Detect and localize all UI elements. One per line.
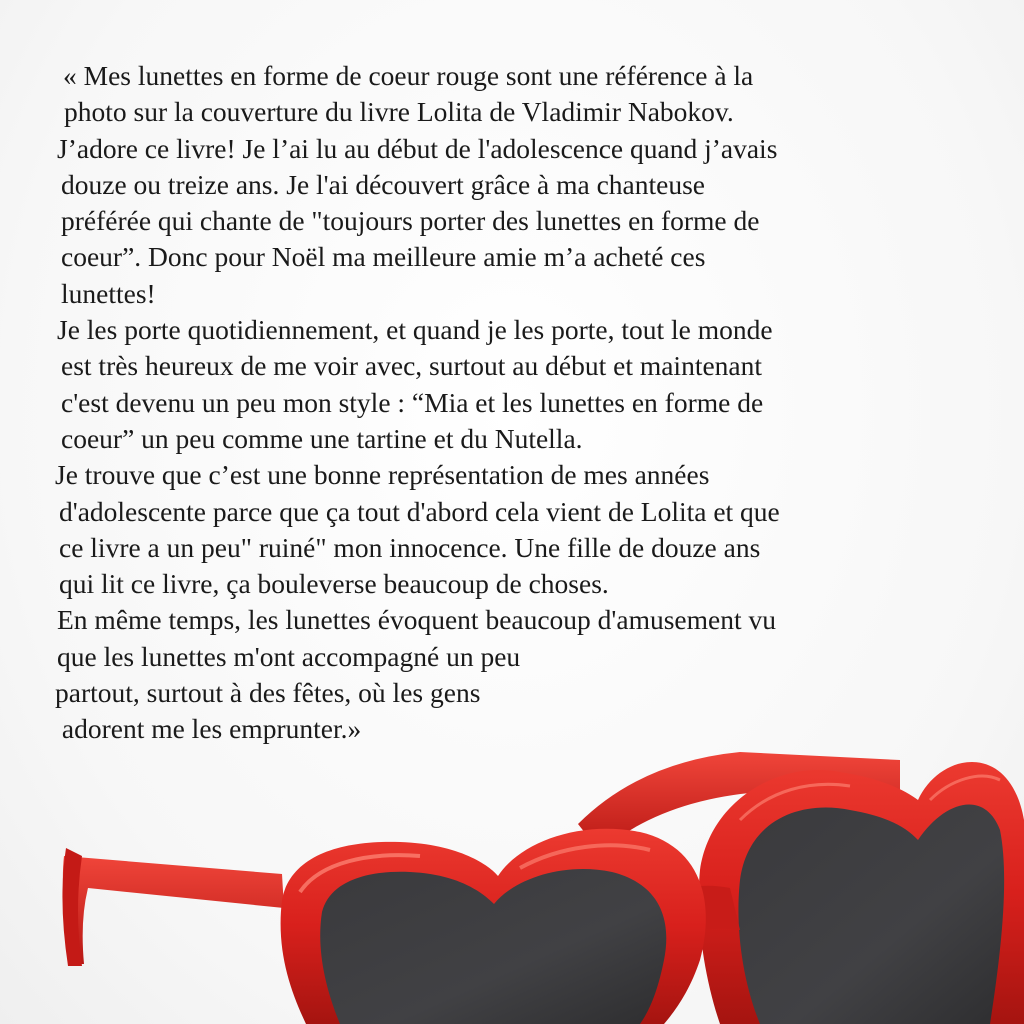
quote-line: Je les porte quotidiennement, et quand je les porte, tout le monde [57,314,773,346]
quote-line: qui lit ce livre, ça bouleverse beaucoup de choses. [59,568,609,600]
quote-text [55,58,955,748]
quote-line: adorent me les emprunter.» [55,713,362,745]
quote-line: En même temps, les lunettes évoquent beaucoup d'amusement vu [57,604,777,636]
right-lens [738,805,1004,1024]
quote-line: J’adore ce livre! Je l’ai lu au début de l'adolescence quand j’avais [57,132,778,164]
quote-line: d'adolescente parce que ça tout d'abord cela vient de Lolita et que [59,495,780,527]
left-temple-arm [63,856,284,964]
quote-line: photo sur la couverture du livre Lolita de Vladimir Nabokov. [64,96,734,128]
heart-sunglasses-photo [0,720,1024,1024]
quote-line: Je trouve que c’est une bonne représentation de mes années [55,459,710,491]
quote-line: ce livre a un peu" ruiné" mon innocence. Une fille de douze ans [59,531,761,563]
quote-line: douze ou treize ans. Je l'ai découvert grâce à ma chanteuse [61,168,706,200]
quote-line: préférée qui chante de "toujours porter des lunettes en forme de [61,205,760,237]
quote-line: est très heureux de me voir avec, surtout au début et maintenant [61,350,763,382]
quote-line: lunettes! [61,277,156,309]
quote-line: coeur”. Donc pour Noël ma meilleure amie m’a acheté ces [61,241,706,273]
quote-line: partout, surtout à des fêtes, où les gens [55,677,481,709]
quote-line: « Mes lunettes en forme de coeur rouge sont une référence à la [63,60,754,91]
quote-line: que les lunettes m'ont accompagné un peu [57,640,521,672]
quote-line: c'est devenu un peu mon style : “Mia et les lunettes en forme de [61,386,764,418]
quote-line: coeur” un peu comme une tartine et du Nutella. [61,422,583,454]
